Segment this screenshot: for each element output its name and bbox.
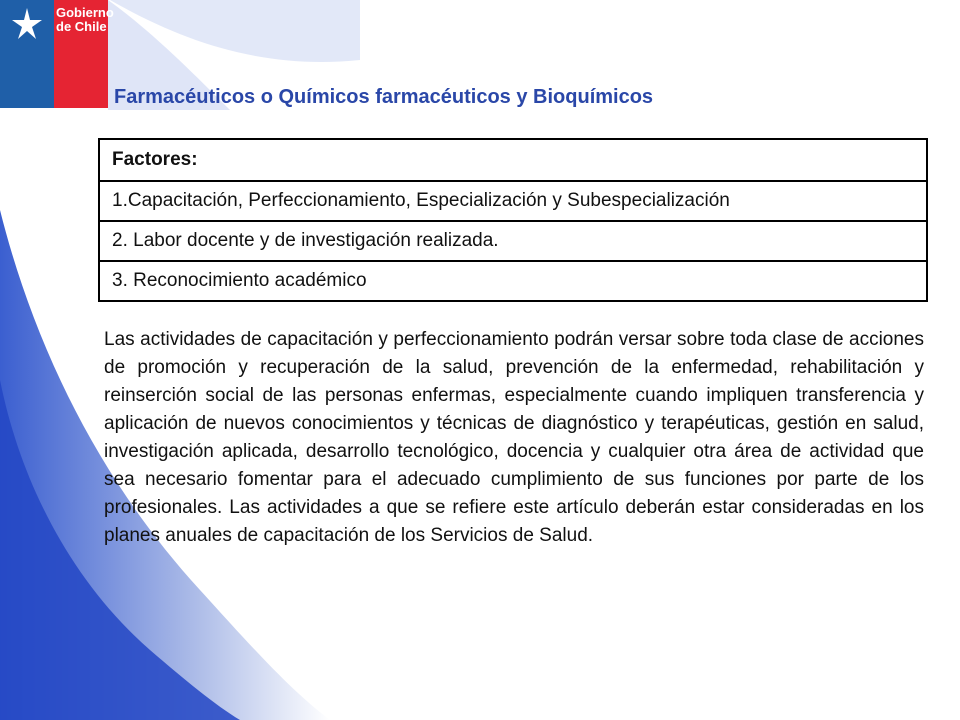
table-row (99, 181, 927, 221)
page-title: Farmacéuticos o Químicos farmacéuticos y Bioquímicos (114, 86, 654, 108)
logo-text (56, 6, 114, 34)
factor-item-1: 1.Capacitación, Perfeccionamiento, Especialización y Subespecialización (99, 181, 927, 221)
gobierno-de-chile-logo (0, 0, 114, 108)
factor-item-3: 3. Reconocimiento académico (99, 261, 927, 301)
body-paragraph: Las actividades de capacitación y perfeccionamiento podrán versar sobre toda clase de acciones de promoción y recuperación de la salud, prevención de la enfermedad, rehabilitación y reinserción social de las personas enfermas, especialmente cuando impliquen transferencia y aplicación de nuevos conocimientos y técnicas de diagnóstico y terapéuticas, gestión en salud, investigación aplicada, desarrollo tecnológico, docencia y cualquier otra área de actividad que sea necesario fomentar para el adecuado cumplimiento de sus funciones por parte de los profesionales. Las actividades a que se refiere este artículo deberán estar consideradas en los planes anuales de capacitación de los Servicios de Salud. (104, 329, 924, 546)
chile-coat-of-arms-icon (0, 0, 54, 54)
logo-line-2: de Chile (56, 19, 107, 34)
logo-line-1: Gobierno (56, 5, 114, 20)
factors-table-header: Factores: (99, 139, 927, 181)
table-row (99, 261, 927, 301)
factor-item-2: 2. Labor docente y de investigación realizada. (99, 221, 927, 261)
factors-table-header-row (99, 139, 927, 181)
table-row (99, 221, 927, 261)
factors-table (98, 138, 928, 302)
